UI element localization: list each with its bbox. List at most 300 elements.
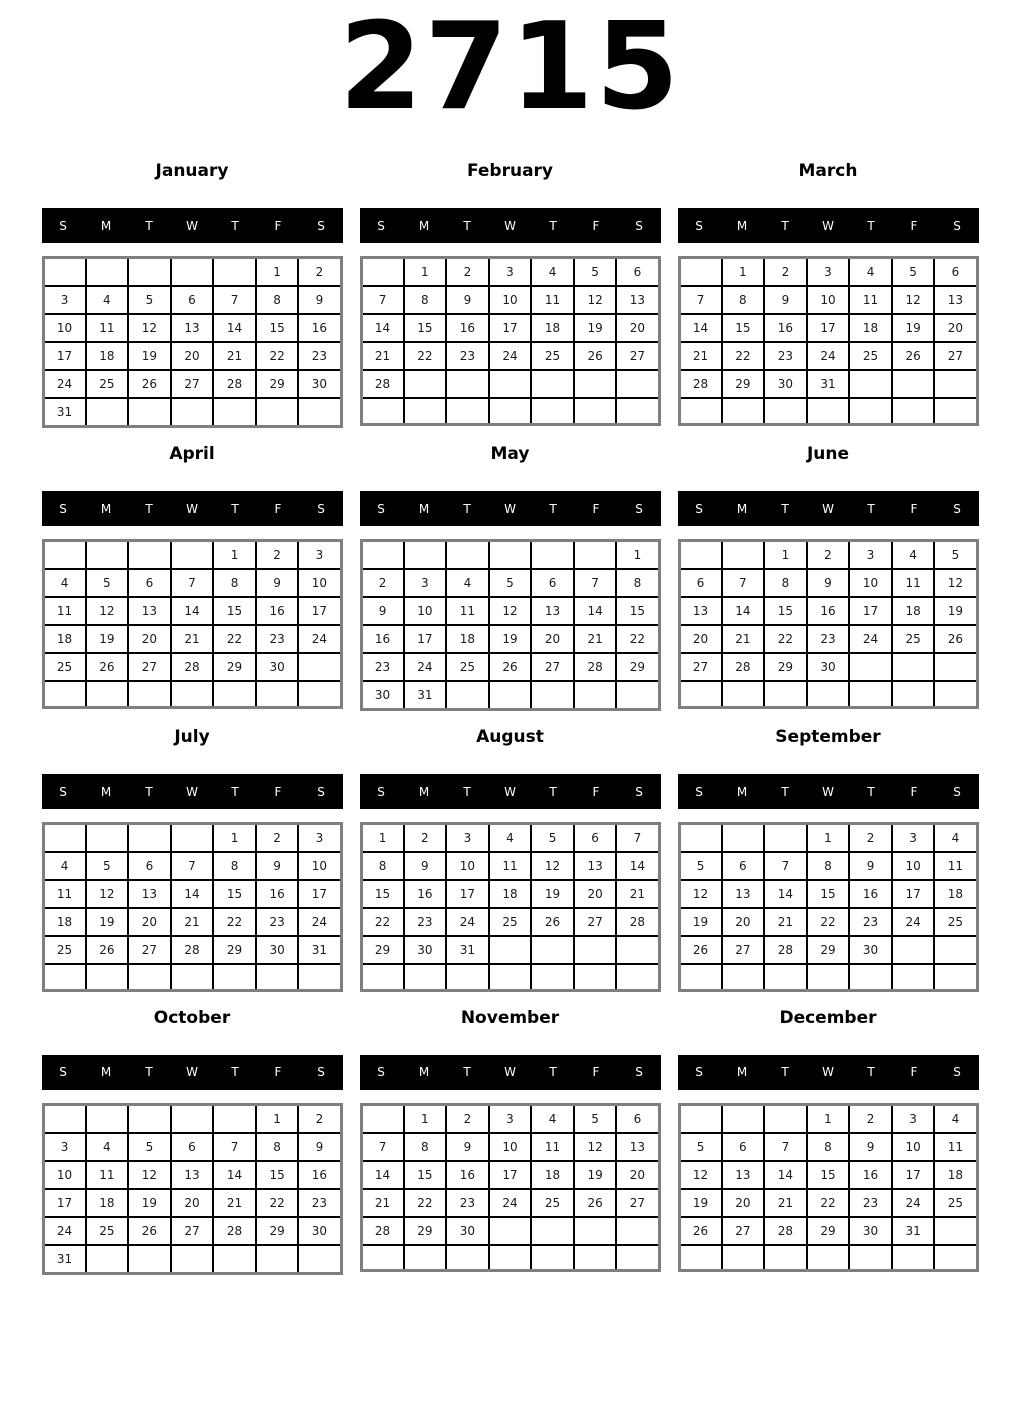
day-cell: 9 xyxy=(446,286,489,314)
weekday-label: T xyxy=(781,784,789,799)
weekday-label: W xyxy=(504,501,516,516)
day-cell: 7 xyxy=(616,824,659,853)
day-cell: 16 xyxy=(404,880,447,908)
day-cell: 18 xyxy=(531,314,574,342)
day-cell: 20 xyxy=(616,314,659,342)
day-cell: 2 xyxy=(446,258,489,287)
day-cell-empty xyxy=(213,964,256,990)
weekday-label: T xyxy=(549,1065,557,1079)
day-cell-empty xyxy=(764,1104,807,1133)
week-row xyxy=(361,1245,659,1271)
day-cell: 23 xyxy=(764,342,807,370)
day-cell: 6 xyxy=(128,569,171,597)
day-cell: 27 xyxy=(934,342,977,370)
day-cell: 6 xyxy=(171,286,214,314)
day-cell: 26 xyxy=(574,1189,617,1217)
day-cell: 19 xyxy=(679,908,722,936)
day-cell-empty xyxy=(128,964,171,990)
day-cell-empty xyxy=(256,681,299,707)
day-cell: 11 xyxy=(43,880,86,908)
week-row xyxy=(361,342,659,370)
day-cell: 25 xyxy=(43,936,86,964)
day-cell: 12 xyxy=(86,597,129,625)
weekday-label: S xyxy=(377,1065,385,1079)
day-cell: 18 xyxy=(86,1189,129,1217)
month-july xyxy=(42,721,343,992)
day-cell: 9 xyxy=(256,569,299,597)
day-cell: 1 xyxy=(404,1104,447,1133)
day-cell-empty xyxy=(446,398,489,424)
day-cell-empty xyxy=(679,1104,722,1133)
day-cell-empty xyxy=(86,1104,129,1133)
day-cell: 8 xyxy=(807,852,850,880)
day-cell: 1 xyxy=(722,258,765,287)
day-cell: 7 xyxy=(213,286,256,314)
day-cell-empty xyxy=(404,964,447,990)
day-cell-empty xyxy=(43,964,86,990)
day-cell: 8 xyxy=(213,569,256,597)
day-cell-empty xyxy=(616,964,659,990)
weekday-label: M xyxy=(418,784,430,799)
months-grid xyxy=(42,155,979,1275)
day-cell-empty xyxy=(934,681,977,707)
weekday-label: M xyxy=(100,1065,112,1079)
day-cell-empty xyxy=(934,398,977,424)
day-cell-empty xyxy=(86,964,129,990)
day-cell: 4 xyxy=(849,258,892,287)
day-cell: 16 xyxy=(807,597,850,625)
day-cell-empty xyxy=(849,681,892,707)
day-cell: 3 xyxy=(404,569,447,597)
month-grid xyxy=(42,1103,343,1275)
day-cell: 24 xyxy=(298,625,341,653)
day-cell: 21 xyxy=(361,342,404,370)
day-cell: 5 xyxy=(86,569,129,597)
day-cell: 15 xyxy=(807,880,850,908)
day-cell: 6 xyxy=(128,852,171,880)
day-cell: 10 xyxy=(892,852,935,880)
day-cell: 26 xyxy=(531,908,574,936)
day-cell-empty xyxy=(446,541,489,570)
day-cell: 9 xyxy=(298,286,341,314)
month-june xyxy=(678,438,979,711)
day-cell: 27 xyxy=(616,1189,659,1217)
day-cell: 14 xyxy=(574,597,617,625)
day-cell: 5 xyxy=(128,1133,171,1161)
day-cell: 11 xyxy=(934,852,977,880)
day-cell: 4 xyxy=(531,1104,574,1133)
week-row xyxy=(679,1104,977,1133)
weekday-label: W xyxy=(822,784,834,799)
day-cell: 26 xyxy=(86,653,129,681)
day-cell: 30 xyxy=(807,653,850,681)
day-cell: 20 xyxy=(722,1189,765,1217)
week-row xyxy=(361,597,659,625)
day-cell: 25 xyxy=(43,653,86,681)
day-cell: 12 xyxy=(679,880,722,908)
day-cell: 21 xyxy=(679,342,722,370)
day-cell: 22 xyxy=(807,908,850,936)
month-title: December xyxy=(779,1007,877,1028)
day-cell-empty xyxy=(722,964,765,990)
day-cell: 22 xyxy=(404,1189,447,1217)
day-cell: 28 xyxy=(616,908,659,936)
day-cell: 18 xyxy=(849,314,892,342)
day-cell-empty xyxy=(679,964,722,990)
month-grid xyxy=(360,256,661,426)
day-cell-empty xyxy=(679,1245,722,1271)
month-grid xyxy=(360,1103,661,1273)
day-cell: 2 xyxy=(807,541,850,570)
day-cell: 9 xyxy=(298,1133,341,1161)
day-cell-empty xyxy=(531,964,574,990)
weekday-header xyxy=(360,208,661,243)
day-cell: 21 xyxy=(171,625,214,653)
week-row xyxy=(679,342,977,370)
day-cell: 1 xyxy=(764,541,807,570)
week-row xyxy=(679,1217,977,1245)
day-cell-empty xyxy=(128,398,171,427)
day-cell: 4 xyxy=(86,1133,129,1161)
day-cell: 5 xyxy=(934,541,977,570)
month-april xyxy=(42,438,343,711)
day-cell: 22 xyxy=(361,908,404,936)
day-cell: 20 xyxy=(171,342,214,370)
weekday-label: M xyxy=(100,501,112,516)
month-november xyxy=(360,1002,661,1275)
day-cell-empty xyxy=(446,370,489,398)
week-row xyxy=(679,541,977,570)
weekday-label: M xyxy=(736,218,748,233)
day-cell: 7 xyxy=(361,286,404,314)
weekday-label: T xyxy=(231,784,239,799)
weekday-label: S xyxy=(317,784,325,799)
weekday-header xyxy=(42,1055,343,1090)
weekday-label: T xyxy=(549,784,557,799)
day-cell: 23 xyxy=(446,342,489,370)
day-cell: 4 xyxy=(892,541,935,570)
day-cell-empty xyxy=(361,964,404,990)
day-cell-empty xyxy=(722,398,765,424)
weekday-label: T xyxy=(549,501,557,516)
day-cell: 29 xyxy=(404,1217,447,1245)
day-cell-empty xyxy=(213,1245,256,1274)
day-cell: 29 xyxy=(361,936,404,964)
day-cell-empty xyxy=(171,1245,214,1274)
day-cell: 13 xyxy=(128,597,171,625)
day-cell: 20 xyxy=(128,625,171,653)
week-row xyxy=(679,1161,977,1189)
day-cell: 30 xyxy=(849,936,892,964)
day-cell: 28 xyxy=(574,653,617,681)
day-cell: 26 xyxy=(489,653,532,681)
day-cell-empty xyxy=(404,398,447,424)
month-grid xyxy=(678,539,979,709)
day-cell: 21 xyxy=(213,342,256,370)
month-title: August xyxy=(476,727,544,747)
day-cell-empty xyxy=(489,1217,532,1245)
day-cell: 30 xyxy=(361,681,404,710)
day-cell: 8 xyxy=(404,286,447,314)
day-cell: 7 xyxy=(722,569,765,597)
weekday-label: S xyxy=(377,501,385,516)
week-row xyxy=(679,824,977,853)
day-cell: 2 xyxy=(256,824,299,853)
day-cell: 13 xyxy=(171,1161,214,1189)
week-row xyxy=(679,653,977,681)
week-row xyxy=(679,852,977,880)
week-row xyxy=(43,1189,341,1217)
day-cell: 30 xyxy=(446,1217,489,1245)
week-row xyxy=(43,625,341,653)
day-cell-empty xyxy=(256,964,299,990)
day-cell: 4 xyxy=(43,852,86,880)
day-cell: 30 xyxy=(404,936,447,964)
day-cell: 5 xyxy=(574,258,617,287)
month-september xyxy=(678,721,979,992)
day-cell-empty xyxy=(171,1104,214,1133)
day-cell: 23 xyxy=(849,1189,892,1217)
day-cell: 19 xyxy=(128,1189,171,1217)
month-may xyxy=(360,438,661,711)
day-cell: 2 xyxy=(361,569,404,597)
month-title: February xyxy=(466,161,554,181)
day-cell: 16 xyxy=(446,314,489,342)
day-cell: 18 xyxy=(489,880,532,908)
weekday-label: S xyxy=(695,784,703,799)
day-cell: 7 xyxy=(213,1133,256,1161)
day-cell: 21 xyxy=(764,1189,807,1217)
day-cell: 21 xyxy=(171,908,214,936)
week-row xyxy=(43,1104,341,1133)
week-row xyxy=(43,1245,341,1274)
day-cell: 17 xyxy=(489,1161,532,1189)
day-cell: 22 xyxy=(213,625,256,653)
day-cell-empty xyxy=(722,1245,765,1271)
week-row xyxy=(679,681,977,707)
weekday-label: F xyxy=(910,1065,918,1079)
day-cell: 26 xyxy=(679,936,722,964)
day-cell-empty xyxy=(489,398,532,424)
week-row xyxy=(43,314,341,342)
day-cell-empty xyxy=(128,681,171,707)
day-cell-empty xyxy=(404,370,447,398)
day-cell: 24 xyxy=(489,1189,532,1217)
weekday-label: M xyxy=(736,501,748,516)
month-title: April xyxy=(169,444,215,464)
weekday-label: M xyxy=(100,218,112,233)
weekday-label: S xyxy=(695,218,703,233)
day-cell: 2 xyxy=(849,1104,892,1133)
day-cell-empty xyxy=(489,681,532,710)
day-cell-empty xyxy=(361,1104,404,1133)
weekday-label: T xyxy=(463,218,471,233)
day-cell: 8 xyxy=(256,1133,299,1161)
week-row xyxy=(361,625,659,653)
day-cell: 25 xyxy=(489,908,532,936)
day-cell: 3 xyxy=(489,258,532,287)
day-cell: 11 xyxy=(531,286,574,314)
day-cell: 18 xyxy=(892,597,935,625)
day-cell: 23 xyxy=(849,908,892,936)
day-cell: 5 xyxy=(679,1133,722,1161)
day-cell-empty xyxy=(213,1104,256,1133)
day-cell-empty xyxy=(298,964,341,990)
day-cell: 6 xyxy=(616,1104,659,1133)
week-row xyxy=(679,936,977,964)
day-cell: 25 xyxy=(446,653,489,681)
week-row xyxy=(43,653,341,681)
month-title: October xyxy=(153,1007,231,1028)
day-cell-empty xyxy=(446,964,489,990)
day-cell: 17 xyxy=(892,880,935,908)
day-cell: 28 xyxy=(213,1217,256,1245)
day-cell: 27 xyxy=(574,908,617,936)
day-cell: 25 xyxy=(934,908,977,936)
week-row xyxy=(361,936,659,964)
day-cell: 8 xyxy=(404,1133,447,1161)
day-cell-empty xyxy=(171,824,214,853)
day-cell: 9 xyxy=(764,286,807,314)
weekday-label: S xyxy=(953,218,961,233)
day-cell: 29 xyxy=(807,1217,850,1245)
day-cell: 19 xyxy=(128,342,171,370)
day-cell: 7 xyxy=(171,569,214,597)
day-cell: 1 xyxy=(213,824,256,853)
weekday-label: W xyxy=(186,218,198,233)
day-cell: 15 xyxy=(256,1161,299,1189)
day-cell: 7 xyxy=(764,852,807,880)
weekday-header xyxy=(360,1055,661,1090)
day-cell: 12 xyxy=(934,569,977,597)
weekday-label: S xyxy=(635,218,643,233)
weekday-label: W xyxy=(186,501,198,516)
weekday-label: S xyxy=(59,1065,67,1079)
weekday-label: T xyxy=(231,218,239,233)
week-row xyxy=(361,824,659,853)
day-cell-empty xyxy=(446,1245,489,1271)
day-cell: 14 xyxy=(616,852,659,880)
day-cell-empty xyxy=(404,1245,447,1271)
week-row xyxy=(43,597,341,625)
day-cell-empty xyxy=(171,541,214,570)
day-cell: 17 xyxy=(892,1161,935,1189)
weekday-label: S xyxy=(695,1065,703,1079)
weekday-label: T xyxy=(867,784,875,799)
day-cell: 19 xyxy=(574,1161,617,1189)
day-cell: 21 xyxy=(616,880,659,908)
week-row xyxy=(43,398,341,427)
day-cell-empty xyxy=(616,1217,659,1245)
day-cell-empty xyxy=(616,1245,659,1271)
day-cell: 15 xyxy=(256,314,299,342)
day-cell: 22 xyxy=(256,342,299,370)
day-cell: 5 xyxy=(531,824,574,853)
day-cell-empty xyxy=(764,1245,807,1271)
month-title: November xyxy=(460,1007,560,1028)
week-row xyxy=(43,1161,341,1189)
day-cell: 13 xyxy=(531,597,574,625)
weekday-header xyxy=(678,774,979,809)
day-cell-empty xyxy=(934,370,977,398)
day-cell: 14 xyxy=(171,880,214,908)
day-cell-empty xyxy=(807,681,850,707)
weekday-label: T xyxy=(867,501,875,516)
day-cell: 24 xyxy=(849,625,892,653)
day-cell: 4 xyxy=(531,258,574,287)
day-cell: 1 xyxy=(404,258,447,287)
day-cell-empty xyxy=(531,936,574,964)
day-cell: 20 xyxy=(722,908,765,936)
day-cell: 3 xyxy=(849,541,892,570)
day-cell: 5 xyxy=(128,286,171,314)
weekday-label: F xyxy=(274,218,282,233)
weekday-label: F xyxy=(592,1065,600,1079)
day-cell: 24 xyxy=(446,908,489,936)
day-cell: 5 xyxy=(86,852,129,880)
month-grid xyxy=(360,822,661,992)
day-cell: 10 xyxy=(892,1133,935,1161)
weekday-label: M xyxy=(418,501,430,516)
weekday-label: W xyxy=(822,1065,834,1079)
day-cell: 1 xyxy=(213,541,256,570)
day-cell-empty xyxy=(489,370,532,398)
day-cell: 10 xyxy=(43,314,86,342)
day-cell: 30 xyxy=(298,1217,341,1245)
day-cell: 12 xyxy=(574,286,617,314)
weekday-label: S xyxy=(953,501,961,516)
day-cell: 15 xyxy=(807,1161,850,1189)
day-cell-empty xyxy=(722,541,765,570)
weekday-label: F xyxy=(910,784,918,799)
day-cell: 18 xyxy=(446,625,489,653)
day-cell-empty xyxy=(86,398,129,427)
month-december xyxy=(678,1002,979,1275)
day-cell-empty xyxy=(531,370,574,398)
day-cell: 3 xyxy=(446,824,489,853)
day-cell: 12 xyxy=(489,597,532,625)
day-cell-empty xyxy=(128,1245,171,1274)
day-cell: 22 xyxy=(807,1189,850,1217)
day-cell: 3 xyxy=(43,286,86,314)
day-cell-empty xyxy=(616,370,659,398)
weekday-label: F xyxy=(910,218,918,233)
day-cell: 5 xyxy=(679,852,722,880)
day-cell: 24 xyxy=(404,653,447,681)
day-cell-empty xyxy=(256,398,299,427)
month-title: May xyxy=(490,444,530,464)
week-row xyxy=(361,1217,659,1245)
day-cell: 16 xyxy=(361,625,404,653)
month-title: January xyxy=(155,161,229,181)
day-cell-empty xyxy=(361,258,404,287)
weekday-label: T xyxy=(463,501,471,516)
day-cell: 15 xyxy=(764,597,807,625)
day-cell-empty xyxy=(213,258,256,287)
day-cell: 26 xyxy=(679,1217,722,1245)
day-cell: 10 xyxy=(43,1161,86,1189)
week-row xyxy=(361,880,659,908)
day-cell: 12 xyxy=(128,1161,171,1189)
day-cell-empty xyxy=(404,541,447,570)
weekday-label: S xyxy=(317,1065,325,1079)
day-cell-empty xyxy=(43,681,86,707)
day-cell: 17 xyxy=(298,597,341,625)
day-cell: 20 xyxy=(574,880,617,908)
day-cell-empty xyxy=(574,370,617,398)
day-cell-empty xyxy=(722,824,765,853)
weekday-label: W xyxy=(504,1065,516,1079)
